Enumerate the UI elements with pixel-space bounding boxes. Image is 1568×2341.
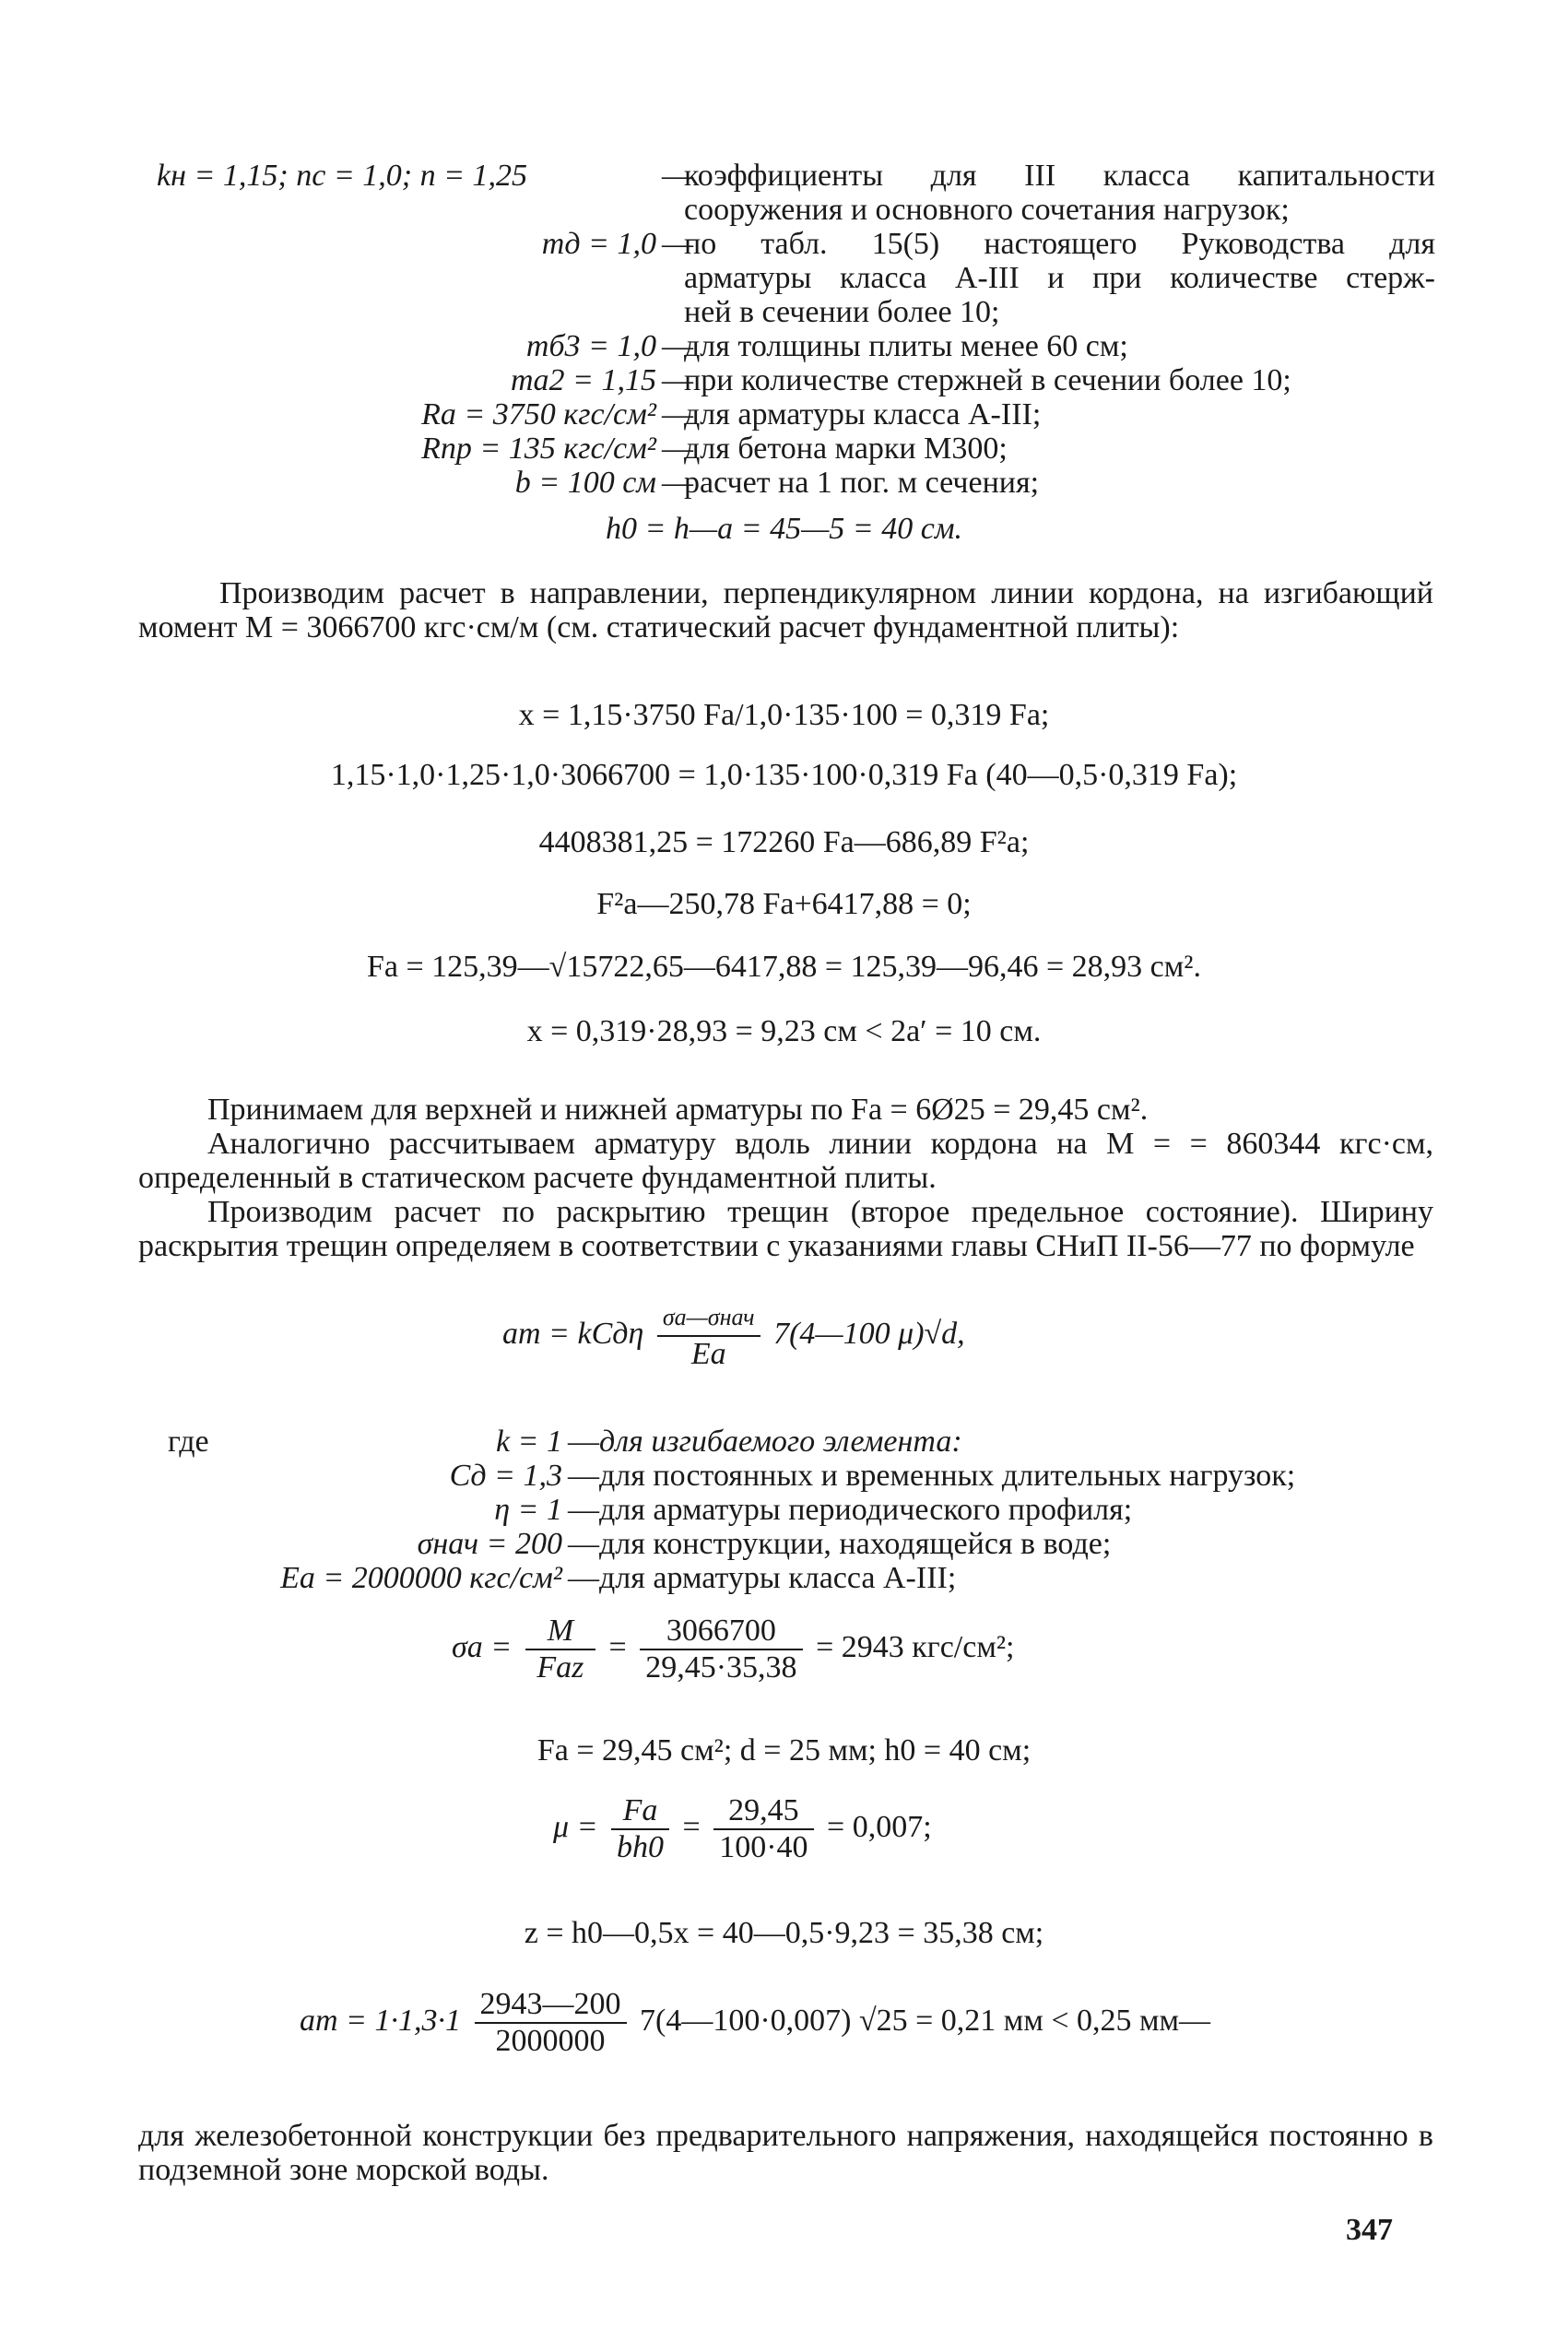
- def-desc: для арматуры периодического профиля;: [599, 1493, 1133, 1527]
- def-desc: для изгибаемого элемента:: [599, 1425, 962, 1459]
- fraction-1: [611, 1793, 669, 1865]
- fraction: [475, 1987, 627, 2059]
- def-desc: [684, 227, 1435, 329]
- fraction-numerator: Fа: [611, 1793, 669, 1830]
- def-line: расчет на 1 пог. м сечения;: [684, 466, 1040, 500]
- formula-crack-width: [502, 1300, 965, 1372]
- equation-z: z = h0—0,5x = 40—0,5·9,23 = 35,38 см;: [524, 1916, 1044, 1950]
- fraction-numerator: 29,45: [713, 1793, 813, 1830]
- def-lhs: k = 1: [495, 1425, 562, 1459]
- def-dash: —: [662, 329, 693, 363]
- def-dash: —: [568, 1527, 599, 1561]
- equation-quadratic-1: 4408381,25 = 172260 Fа—686,89 F²а;: [538, 825, 1030, 859]
- def-dash: —: [662, 466, 693, 500]
- def-line: коэффициенты для III класса капитальности: [684, 159, 1435, 193]
- paragraph-conclusion: для железобетонной конструкции без предварительного напряжения, находящейся постоянно в подземной зоне морской воды.: [138, 2119, 1433, 2187]
- equation-at-final: [300, 1987, 1210, 2059]
- equation-lhs: μ =: [553, 1809, 598, 1844]
- def-lhs: mд = 1,0: [541, 227, 656, 261]
- fraction-2: [713, 1793, 813, 1865]
- def-line: по табл. 15(5) настоящего Руководства для: [684, 227, 1435, 261]
- page-number: 347: [1346, 2213, 1393, 2247]
- def-lhs: Rа = 3750 кгс/см²: [421, 397, 656, 432]
- equals-sign: =: [608, 1629, 627, 1664]
- def-dash: —: [568, 1493, 599, 1527]
- paragraph-accept-reinforcement: Принимаем для верхней и нижней арматуры по Fа = 6Ø25 = 29,45 см².: [207, 1093, 1149, 1127]
- equation-x-check: x = 0,319·28,93 = 9,23 см < 2a′ = 10 см.: [526, 1014, 1042, 1048]
- paragraph-calc-perpendicular: Производим расчет в направлении, перпендикулярном линии кордона, на изгибающий момент M = 3066700 кгс·см/м (см. статический расчет фундаментной плиты):: [138, 576, 1433, 644]
- equation-moment: 1,15·1,0·1,25·1,0·3066700 = 1,0·135·100·0,319 Fа (40—0,5·0,319 Fа);: [330, 758, 1238, 792]
- def-lhs: kн = 1,15; nс = 1,0; n = 1,25: [157, 159, 528, 193]
- equation-x: x = 1,15·3750 Fа/1,0·135·100 = 0,319 Fа;: [518, 698, 1050, 732]
- paragraph-crack-opening: Производим расчет по раскрытию трещин (второе предельное состояние). Ширину раскрытия трещин определяем в соответствии с указаниями главы СНиП II-56—77 по формуле: [138, 1195, 1433, 1263]
- def-dash: —: [568, 1425, 599, 1459]
- def-desc: [684, 363, 1435, 397]
- paragraph-along-cordon: Аналогично рассчитываем арматуру вдоль линии кордона на M = = 860344 кгс·см, определенный в статическом расчете фундаментной плиты.: [138, 1127, 1433, 1195]
- def-desc: для постоянных и временных длительных нагрузок;: [599, 1459, 1296, 1493]
- def-desc: [684, 329, 1435, 363]
- def-line: ней в сечении более 10;: [684, 295, 1000, 329]
- fraction-denominator: Eа: [690, 1337, 726, 1371]
- equals-sign: =: [682, 1809, 701, 1844]
- equation-fa: Fа = 125,39—√15722,65—6417,88 = 125,39—96,46 = 28,93 см².: [367, 950, 1201, 984]
- def-dash: —: [662, 397, 693, 432]
- def-dash: —: [568, 1459, 599, 1493]
- def-dash: —: [662, 159, 693, 193]
- def-line: при количестве стержней в сечении более 10;: [684, 363, 1291, 397]
- def-line: арматуры класса А-III и при количестве стерж-: [684, 261, 1435, 295]
- def-lhs: η = 1: [494, 1493, 562, 1527]
- fraction-numerator: 3066700: [640, 1614, 802, 1650]
- fraction-numerator: M: [525, 1614, 595, 1650]
- def-dash: —: [662, 432, 693, 466]
- def-lhs: b = 100 см: [514, 466, 656, 500]
- fraction-denominator: Fаz: [536, 1650, 584, 1685]
- formula-lhs: aт = kCдη: [502, 1316, 644, 1351]
- def-lhs: Rпр = 135 кгс/см²: [421, 432, 656, 466]
- where-label: где: [168, 1425, 209, 1459]
- def-lhs: mа2 = 1,15: [511, 363, 656, 397]
- fraction-1: [525, 1614, 595, 1685]
- def-lhs: σнач = 200: [417, 1527, 562, 1561]
- fraction-numerator: 2943—200: [475, 1987, 627, 2024]
- def-dash: —: [568, 1561, 599, 1595]
- def-line: сооружения и основного сочетания нагрузок;: [684, 193, 1290, 227]
- def-lhs: Cд = 1,3: [449, 1459, 562, 1493]
- def-desc: [684, 466, 1435, 500]
- equation-quadratic-2: F²а—250,78 Fа+6417,88 = 0;: [596, 887, 972, 921]
- def-line: для бетона марки М300;: [684, 432, 1008, 466]
- def-dash: —: [662, 363, 693, 397]
- def-desc: [684, 159, 1435, 227]
- fraction-denominator: bh0: [617, 1830, 665, 1864]
- equation-rhs: = 2943 кгс/см²;: [816, 1629, 1015, 1664]
- def-dash: —: [662, 227, 693, 261]
- def-desc: для арматуры класса А-III;: [599, 1561, 957, 1595]
- def-line: для толщины плиты менее 60 см;: [684, 329, 1128, 363]
- def-lhs: mб3 = 1,0: [525, 329, 656, 363]
- formula-rhs: 7(4—100 μ)√d,: [773, 1316, 965, 1351]
- fraction-denominator: 29,45·35,38: [645, 1650, 797, 1685]
- def-desc: [684, 397, 1435, 432]
- fraction-denominator: 2000000: [495, 2024, 606, 2058]
- def-lhs: Eа = 2000000 кгс/см²: [280, 1561, 562, 1595]
- fraction-denominator: 100·40: [719, 1830, 808, 1864]
- equation-lhs: σа =: [452, 1629, 513, 1664]
- def-line: для арматуры класса А-III;: [684, 397, 1042, 432]
- fraction-2: [640, 1614, 802, 1685]
- formula-fraction: [657, 1300, 760, 1372]
- equation-rhs: = 0,007;: [827, 1809, 932, 1844]
- equation-lhs: aт = 1·1,3·1: [300, 2003, 461, 2038]
- def-desc: для конструкции, находящейся в воде;: [599, 1527, 1112, 1561]
- equation-h0: h0 = h—a = 45—5 = 40 см.: [605, 512, 963, 546]
- equation-values: Fа = 29,45 см²; d = 25 мм; h0 = 40 см;: [536, 1733, 1032, 1768]
- fraction-numerator: σа—σнач: [657, 1300, 760, 1337]
- equation-mu: [553, 1793, 932, 1865]
- equation-rhs: 7(4—100·0,007) √25 = 0,21 мм < 0,25 мм—: [640, 2003, 1211, 2038]
- def-desc: [684, 432, 1435, 466]
- equation-sigma-a: [452, 1614, 1014, 1685]
